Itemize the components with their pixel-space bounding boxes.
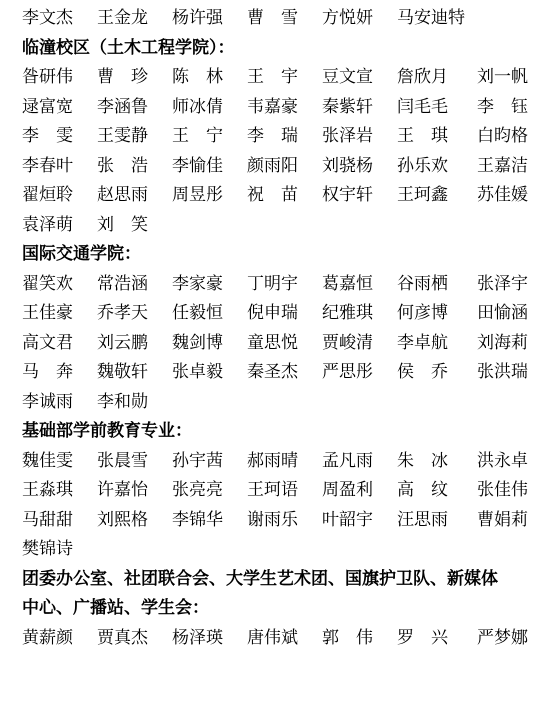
student-name: 赵思雨 bbox=[97, 185, 148, 205]
student-name: 谷雨栖 bbox=[397, 273, 448, 294]
student-name: 高 纹 bbox=[397, 480, 448, 500]
student-name: 郭 伟 bbox=[322, 627, 373, 648]
student-name: 李 钰 bbox=[477, 96, 528, 117]
student-name: 李春叶 bbox=[22, 155, 73, 176]
student-name: 张泽宇 bbox=[477, 273, 528, 294]
student-name: 高文君 bbox=[22, 332, 73, 353]
section-heading: 国际交通学院： bbox=[22, 244, 141, 264]
section-heading: 基础部学前教育专业： bbox=[22, 421, 192, 441]
student-name: 王珂语 bbox=[247, 480, 298, 500]
student-name: 魏佳雯 bbox=[22, 450, 73, 471]
student-name: 翟笑欢 bbox=[22, 273, 73, 294]
student-name: 侯 乔 bbox=[397, 362, 448, 382]
student-name: 郝雨晴 bbox=[247, 450, 298, 471]
student-name: 叶韶宇 bbox=[322, 509, 373, 530]
student-name: 李家豪 bbox=[172, 273, 223, 294]
section-heading-continued: 中心、广播站、学生会： bbox=[22, 598, 209, 618]
student-name: 洪永卓 bbox=[477, 450, 528, 471]
student-name: 刘海莉 bbox=[477, 332, 528, 353]
student-name: 刘熙格 bbox=[97, 509, 148, 530]
student-name: 谢雨乐 bbox=[247, 509, 298, 530]
student-name: 严思彤 bbox=[322, 362, 373, 382]
student-name: 逯富宽 bbox=[22, 96, 73, 117]
student-name: 韦嘉豪 bbox=[247, 96, 298, 117]
student-name: 李 雯 bbox=[22, 126, 73, 146]
student-name: 秦圣杰 bbox=[247, 362, 298, 382]
student-name: 师冰倩 bbox=[172, 96, 223, 117]
student-name: 李愉佳 bbox=[172, 155, 223, 176]
student-name: 严梦娜 bbox=[477, 627, 528, 648]
student-name: 李诚雨 bbox=[22, 391, 73, 412]
student-name: 王雯静 bbox=[97, 126, 148, 146]
student-name: 张亮亮 bbox=[172, 480, 223, 500]
student-name: 张洪瑞 bbox=[477, 362, 528, 382]
student-name: 魏敬轩 bbox=[97, 362, 148, 382]
student-name: 孙宇茜 bbox=[172, 450, 223, 471]
student-name: 祝 苗 bbox=[247, 185, 298, 205]
student-name: 许嘉怡 bbox=[97, 480, 148, 500]
student-name: 刘骁杨 bbox=[322, 155, 373, 176]
student-name: 朱 冰 bbox=[397, 450, 448, 471]
student-name: 王嘉洁 bbox=[477, 155, 528, 176]
student-name: 王 琪 bbox=[397, 126, 448, 146]
student-name: 王淼琪 bbox=[22, 480, 73, 500]
student-name: 刘 笑 bbox=[97, 214, 148, 235]
student-name: 李和勋 bbox=[97, 391, 148, 412]
student-name: 魏剑博 bbox=[172, 332, 223, 353]
student-name: 唐伟斌 bbox=[247, 627, 298, 648]
student-name: 翟烜聆 bbox=[22, 185, 73, 205]
student-name: 倪申瑞 bbox=[247, 303, 298, 323]
student-name: 王 宇 bbox=[247, 67, 298, 87]
student-name: 王 宁 bbox=[172, 126, 223, 146]
student-name: 秦紫轩 bbox=[322, 96, 373, 117]
student-name: 周盈利 bbox=[322, 480, 373, 500]
student-name: 刘云鹏 bbox=[97, 332, 148, 353]
student-name: 曹 珍 bbox=[97, 67, 148, 87]
student-name: 田愉涵 bbox=[477, 303, 528, 323]
student-name: 闫毛毛 bbox=[397, 96, 448, 117]
student-name: 陈 林 bbox=[172, 67, 223, 87]
student-name: 贾峻清 bbox=[322, 332, 373, 353]
student-name: 何彦博 bbox=[397, 303, 448, 323]
student-name: 丁明宇 bbox=[247, 273, 298, 294]
student-name: 马 奔 bbox=[22, 362, 73, 382]
student-name: 王珂鑫 bbox=[397, 185, 448, 205]
student-name: 樊锦诗 bbox=[22, 539, 73, 559]
student-name: 张泽岩 bbox=[322, 126, 373, 146]
student-name: 张卓毅 bbox=[172, 362, 223, 382]
student-name: 杨许强 bbox=[172, 8, 223, 28]
student-name: 罗 兴 bbox=[397, 627, 448, 648]
student-name: 黄薪颜 bbox=[22, 627, 73, 648]
student-name: 童思悦 bbox=[247, 332, 298, 353]
student-name: 汪思雨 bbox=[397, 509, 448, 530]
student-name: 张 浩 bbox=[97, 155, 148, 176]
student-name: 曹 雪 bbox=[247, 8, 298, 28]
student-name: 孟凡雨 bbox=[322, 450, 373, 471]
student-name: 任毅恒 bbox=[172, 303, 223, 323]
student-name: 白昀格 bbox=[477, 126, 528, 146]
student-name: 昝研伟 bbox=[22, 67, 73, 87]
student-name: 孙乐欢 bbox=[397, 155, 448, 176]
student-name: 李 瑞 bbox=[247, 126, 298, 146]
student-name: 张佳伟 bbox=[477, 480, 528, 500]
student-name: 常浩涵 bbox=[97, 273, 148, 294]
student-name: 张晨雪 bbox=[97, 450, 148, 471]
student-name: 李涵鲁 bbox=[97, 96, 148, 117]
student-name: 周昱彤 bbox=[172, 185, 223, 205]
student-name: 杨泽瑛 bbox=[172, 627, 223, 648]
student-name: 葛嘉恒 bbox=[322, 273, 373, 294]
student-name: 苏佳媛 bbox=[477, 185, 528, 205]
student-name: 王佳豪 bbox=[22, 303, 73, 323]
section-heading: 临潼校区（土木工程学院）： bbox=[22, 37, 235, 58]
student-name: 纪雅琪 bbox=[322, 303, 373, 323]
student-name: 权宇轩 bbox=[322, 185, 373, 205]
student-name: 颜雨阳 bbox=[247, 155, 298, 176]
student-name: 马甜甜 bbox=[22, 509, 73, 530]
student-name: 马安迪特 bbox=[397, 8, 465, 28]
student-name: 方悦妍 bbox=[322, 8, 373, 28]
student-name: 刘一帆 bbox=[477, 67, 528, 87]
student-name: 豆文宣 bbox=[322, 67, 373, 87]
student-name: 李锦华 bbox=[172, 509, 223, 530]
student-name: 詹欣月 bbox=[397, 67, 448, 87]
student-name: 袁泽萌 bbox=[22, 214, 73, 235]
student-name: 乔孝天 bbox=[97, 303, 148, 323]
section-heading: 团委办公室、社团联合会、大学生艺术团、国旗护卫队、新媒体 bbox=[22, 568, 498, 589]
student-name: 贾真杰 bbox=[97, 627, 148, 648]
student-name: 曹娟莉 bbox=[477, 509, 528, 530]
student-name: 王金龙 bbox=[97, 8, 148, 28]
student-name: 李文杰 bbox=[22, 8, 73, 28]
student-name: 李卓航 bbox=[397, 332, 448, 353]
